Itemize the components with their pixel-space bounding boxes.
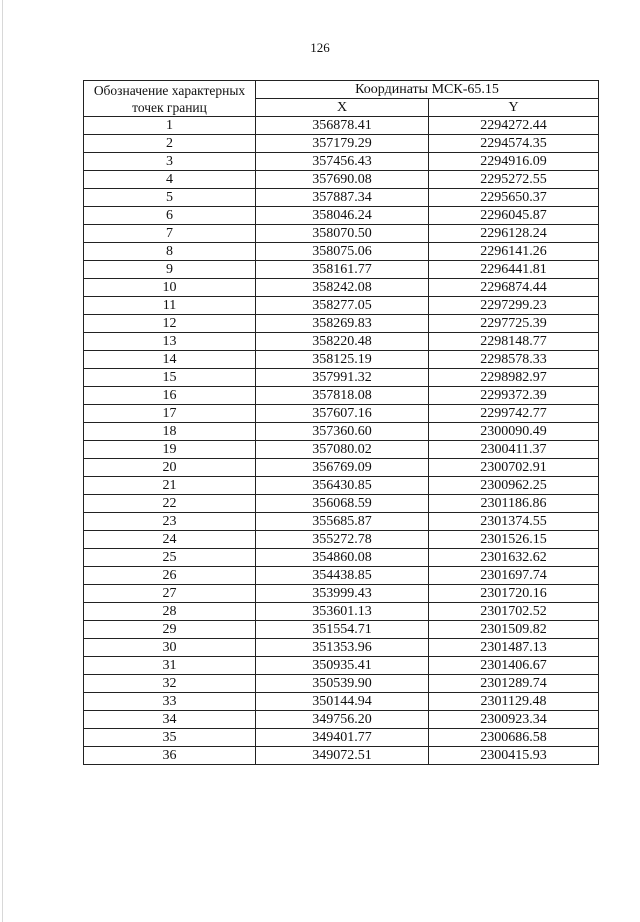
table-row xyxy=(84,657,599,675)
table-row xyxy=(84,531,599,549)
table-row xyxy=(84,279,599,297)
y-coordinate-cell: 2300923.34 xyxy=(429,711,599,729)
y-coordinate-cell: 2301720.16 xyxy=(429,585,599,603)
point-number-cell: 30 xyxy=(84,639,256,657)
y-coordinate-cell: 2301487.13 xyxy=(429,639,599,657)
x-coordinate-cell: 357456.43 xyxy=(256,153,429,171)
y-coordinate-cell: 2301697.74 xyxy=(429,567,599,585)
point-number-cell: 13 xyxy=(84,333,256,351)
y-coordinate-cell: 2294272.44 xyxy=(429,117,599,135)
y-coordinate-cell: 2301289.74 xyxy=(429,675,599,693)
y-coordinate-cell: 2294916.09 xyxy=(429,153,599,171)
y-coordinate-cell: 2298148.77 xyxy=(429,333,599,351)
x-coordinate-cell: 350539.90 xyxy=(256,675,429,693)
coordinates-table xyxy=(83,80,599,765)
table-row xyxy=(84,549,599,567)
table-row xyxy=(84,747,599,765)
x-coordinate-cell: 355685.87 xyxy=(256,513,429,531)
point-number-cell: 33 xyxy=(84,693,256,711)
x-coordinate-cell: 355272.78 xyxy=(256,531,429,549)
x-coordinate-cell: 357179.29 xyxy=(256,135,429,153)
table-row xyxy=(84,315,599,333)
table-row xyxy=(84,117,599,135)
point-number-cell: 2 xyxy=(84,135,256,153)
y-coordinate-cell: 2295650.37 xyxy=(429,189,599,207)
table-row xyxy=(84,603,599,621)
table-row xyxy=(84,135,599,153)
point-number-cell: 14 xyxy=(84,351,256,369)
x-coordinate-cell: 351554.71 xyxy=(256,621,429,639)
point-number-cell: 22 xyxy=(84,495,256,513)
x-coordinate-cell: 349401.77 xyxy=(256,729,429,747)
x-coordinate-cell: 354860.08 xyxy=(256,549,429,567)
point-number-cell: 4 xyxy=(84,171,256,189)
point-number-cell: 34 xyxy=(84,711,256,729)
x-coordinate-cell: 349072.51 xyxy=(256,747,429,765)
point-number-cell: 6 xyxy=(84,207,256,225)
x-coordinate-cell: 358125.19 xyxy=(256,351,429,369)
point-number-cell: 32 xyxy=(84,675,256,693)
point-number-cell: 15 xyxy=(84,369,256,387)
table-row xyxy=(84,513,599,531)
table-row xyxy=(84,621,599,639)
table-row xyxy=(84,639,599,657)
y-coordinate-cell: 2295272.55 xyxy=(429,171,599,189)
x-coordinate-cell: 358220.48 xyxy=(256,333,429,351)
x-coordinate-cell: 351353.96 xyxy=(256,639,429,657)
y-coordinate-cell: 2296128.24 xyxy=(429,225,599,243)
table-row xyxy=(84,297,599,315)
y-coordinate-cell: 2296045.87 xyxy=(429,207,599,225)
y-coordinate-cell: 2300411.37 xyxy=(429,441,599,459)
y-coordinate-cell: 2301632.62 xyxy=(429,549,599,567)
table-row xyxy=(84,459,599,477)
y-coordinate-cell: 2296141.26 xyxy=(429,243,599,261)
point-number-cell: 5 xyxy=(84,189,256,207)
y-coordinate-cell: 2298982.97 xyxy=(429,369,599,387)
table-row xyxy=(84,243,599,261)
point-number-cell: 10 xyxy=(84,279,256,297)
table-row xyxy=(84,477,599,495)
x-coordinate-cell: 358070.50 xyxy=(256,225,429,243)
x-coordinate-cell: 358075.06 xyxy=(256,243,429,261)
point-number-cell: 18 xyxy=(84,423,256,441)
table-row xyxy=(84,189,599,207)
table-row xyxy=(84,423,599,441)
table-row xyxy=(84,711,599,729)
scan-edge-line xyxy=(2,0,3,922)
y-coordinate-cell: 2299742.77 xyxy=(429,405,599,423)
x-coordinate-cell: 356769.09 xyxy=(256,459,429,477)
x-coordinate-cell: 358046.24 xyxy=(256,207,429,225)
point-number-cell: 29 xyxy=(84,621,256,639)
point-number-cell: 20 xyxy=(84,459,256,477)
y-coordinate-cell: 2301509.82 xyxy=(429,621,599,639)
x-coordinate-cell: 357080.02 xyxy=(256,441,429,459)
table-row xyxy=(84,729,599,747)
table-row xyxy=(84,171,599,189)
point-number-cell: 8 xyxy=(84,243,256,261)
table-row xyxy=(84,261,599,279)
x-coordinate-cell: 356878.41 xyxy=(256,117,429,135)
y-coordinate-cell: 2298578.33 xyxy=(429,351,599,369)
table-row xyxy=(84,405,599,423)
y-coordinate-cell: 2296874.44 xyxy=(429,279,599,297)
point-number-cell: 23 xyxy=(84,513,256,531)
point-number-cell: 27 xyxy=(84,585,256,603)
y-coordinate-cell: 2301129.48 xyxy=(429,693,599,711)
x-coordinate-cell: 357887.34 xyxy=(256,189,429,207)
x-coordinate-cell: 358269.83 xyxy=(256,315,429,333)
point-number-cell: 11 xyxy=(84,297,256,315)
point-number-cell: 24 xyxy=(84,531,256,549)
table-row xyxy=(84,495,599,513)
y-coordinate-cell: 2301186.86 xyxy=(429,495,599,513)
y-coordinate-cell: 2294574.35 xyxy=(429,135,599,153)
point-number-cell: 1 xyxy=(84,117,256,135)
table-row xyxy=(84,369,599,387)
coordinates-system-header: Координаты МСК-65.15 xyxy=(256,81,599,99)
point-number-cell: 16 xyxy=(84,387,256,405)
point-number-cell: 7 xyxy=(84,225,256,243)
x-coordinate-cell: 350144.94 xyxy=(256,693,429,711)
table-row xyxy=(84,585,599,603)
y-coordinate-cell: 2296441.81 xyxy=(429,261,599,279)
point-number-cell: 17 xyxy=(84,405,256,423)
y-coordinate-cell: 2300415.93 xyxy=(429,747,599,765)
point-number-cell: 21 xyxy=(84,477,256,495)
x-column-header: X xyxy=(256,99,429,117)
x-coordinate-cell: 356068.59 xyxy=(256,495,429,513)
y-column-header: Y xyxy=(429,99,599,117)
point-number-cell: 3 xyxy=(84,153,256,171)
y-coordinate-cell: 2300686.58 xyxy=(429,729,599,747)
table-row xyxy=(84,693,599,711)
point-number-cell: 26 xyxy=(84,567,256,585)
point-number-cell: 31 xyxy=(84,657,256,675)
table-row xyxy=(84,441,599,459)
x-coordinate-cell: 358242.08 xyxy=(256,279,429,297)
x-coordinate-cell: 350935.41 xyxy=(256,657,429,675)
y-coordinate-cell: 2300962.25 xyxy=(429,477,599,495)
table-row xyxy=(84,675,599,693)
y-coordinate-cell: 2297299.23 xyxy=(429,297,599,315)
y-coordinate-cell: 2301374.55 xyxy=(429,513,599,531)
x-coordinate-cell: 357690.08 xyxy=(256,171,429,189)
point-number-cell: 36 xyxy=(84,747,256,765)
x-coordinate-cell: 353999.43 xyxy=(256,585,429,603)
table-row xyxy=(84,225,599,243)
x-coordinate-cell: 357360.60 xyxy=(256,423,429,441)
y-coordinate-cell: 2301526.15 xyxy=(429,531,599,549)
point-number-cell: 28 xyxy=(84,603,256,621)
point-number-cell: 35 xyxy=(84,729,256,747)
x-coordinate-cell: 357818.08 xyxy=(256,387,429,405)
y-coordinate-cell: 2301702.52 xyxy=(429,603,599,621)
x-coordinate-cell: 349756.20 xyxy=(256,711,429,729)
x-coordinate-cell: 357607.16 xyxy=(256,405,429,423)
point-number-cell: 25 xyxy=(84,549,256,567)
y-coordinate-cell: 2299372.39 xyxy=(429,387,599,405)
y-coordinate-cell: 2300090.49 xyxy=(429,423,599,441)
x-coordinate-cell: 358161.77 xyxy=(256,261,429,279)
table-row xyxy=(84,567,599,585)
x-coordinate-cell: 358277.05 xyxy=(256,297,429,315)
table-row xyxy=(84,387,599,405)
table-row xyxy=(84,207,599,225)
y-coordinate-cell: 2301406.67 xyxy=(429,657,599,675)
x-coordinate-cell: 357991.32 xyxy=(256,369,429,387)
page-number: 126 xyxy=(310,40,330,55)
table-header xyxy=(84,81,599,117)
table-row xyxy=(84,333,599,351)
x-coordinate-cell: 353601.13 xyxy=(256,603,429,621)
table-body xyxy=(84,117,599,765)
point-number-cell: 12 xyxy=(84,315,256,333)
table-row xyxy=(84,153,599,171)
table-row xyxy=(84,351,599,369)
point-designation-header: Обозначение характерных точек границ xyxy=(84,81,256,117)
y-coordinate-cell: 2300702.91 xyxy=(429,459,599,477)
point-number-cell: 9 xyxy=(84,261,256,279)
point-number-cell: 19 xyxy=(84,441,256,459)
x-coordinate-cell: 356430.85 xyxy=(256,477,429,495)
y-coordinate-cell: 2297725.39 xyxy=(429,315,599,333)
x-coordinate-cell: 354438.85 xyxy=(256,567,429,585)
